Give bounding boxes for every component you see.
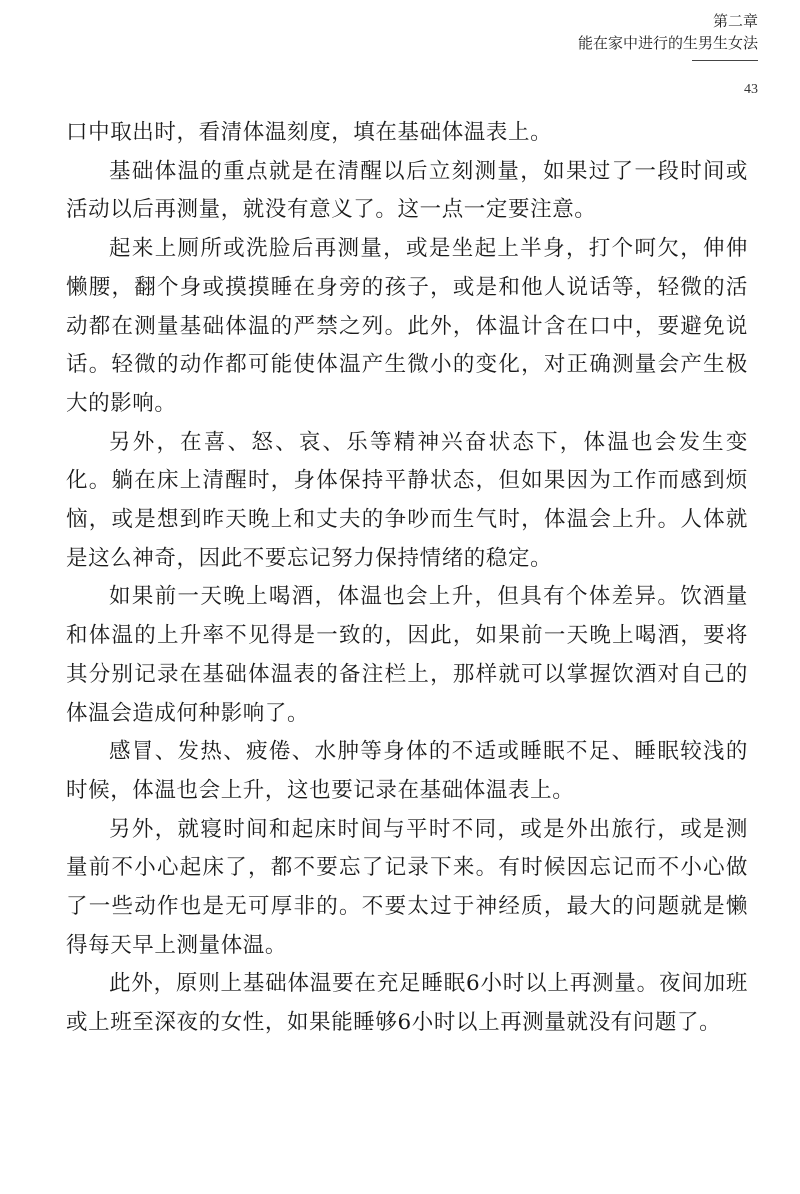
- page-number: 43: [744, 82, 758, 97]
- paragraph-2: 基础体温的重点就是在清醒以后立刻测量，如果过了一段时间或活动以后再测量，就没有意义了。这一点一定要注意。: [66, 158, 748, 223]
- paragraph-6: 感冒、发热、疲倦、水肿等身体的不适或睡眠不足、睡眠较浅的时候，体温也会上升，这也要记录在基础体温表上。: [66, 739, 748, 803]
- paragraph-7: 另外，就寝时间和起床时间与平时不同，或是外出旅行，或是测量前不小心起床了，都不要忘了记录下来。有时候因忘记而不小心做了一些动作也是无可厚非的。不要太过于神经质，最大的问题就是懒得每天早上测量体温。: [66, 816, 748, 958]
- header-rule: [692, 60, 758, 61]
- body-text: [66, 114, 748, 1043]
- running-header: [578, 10, 758, 61]
- chapter-title: 能在家中进行的生男生女法: [577, 34, 758, 52]
- paragraph-5: 如果前一天晚上喝酒，体温也会上升，但具有个体差异。饮酒量和体温的上升率不见得是一致的，因此，如果前一天晚上喝酒，要将其分别记录在基础体温表的备注栏上，那样就可以掌握饮酒对自己的体温会造成何种影响了。: [66, 584, 748, 726]
- paragraph-4: 另外，在喜、怒、哀、乐等精神兴奋状态下，体温也会发生变化。躺在床上清醒时，身体保持平静状态，但如果因为工作而感到烦恼，或是想到昨天晚上和丈夫的争吵而生气时，体温会上升。人体就是这么神奇，因此不要忘记努力保持情绪的稳定。: [66, 429, 748, 571]
- paragraph-1: 口中取出时，看清体温刻度，填在基础体温表上。: [66, 120, 553, 145]
- chapter-label: 第二章: [712, 12, 758, 30]
- paragraph-8: 此外，原则上基础体温要在充足睡眠6小时以上再测量。夜间加班或上班至深夜的女性，如果能睡够6小时以上再测量就没有问题了。: [66, 971, 748, 1036]
- paragraph-3: 起来上厕所或洗脸后再测量，或是坐起上半身，打个呵欠，伸伸懒腰，翻个身或摸摸睡在身旁的孩子，或是和他人说话等，轻微的活动都在测量基础体温的严禁之列。此外，体温计含在口中，要避免说话。轻微的动作都可能使体温产生微小的变化，对正确测量会产生极大的影响。: [66, 236, 748, 416]
